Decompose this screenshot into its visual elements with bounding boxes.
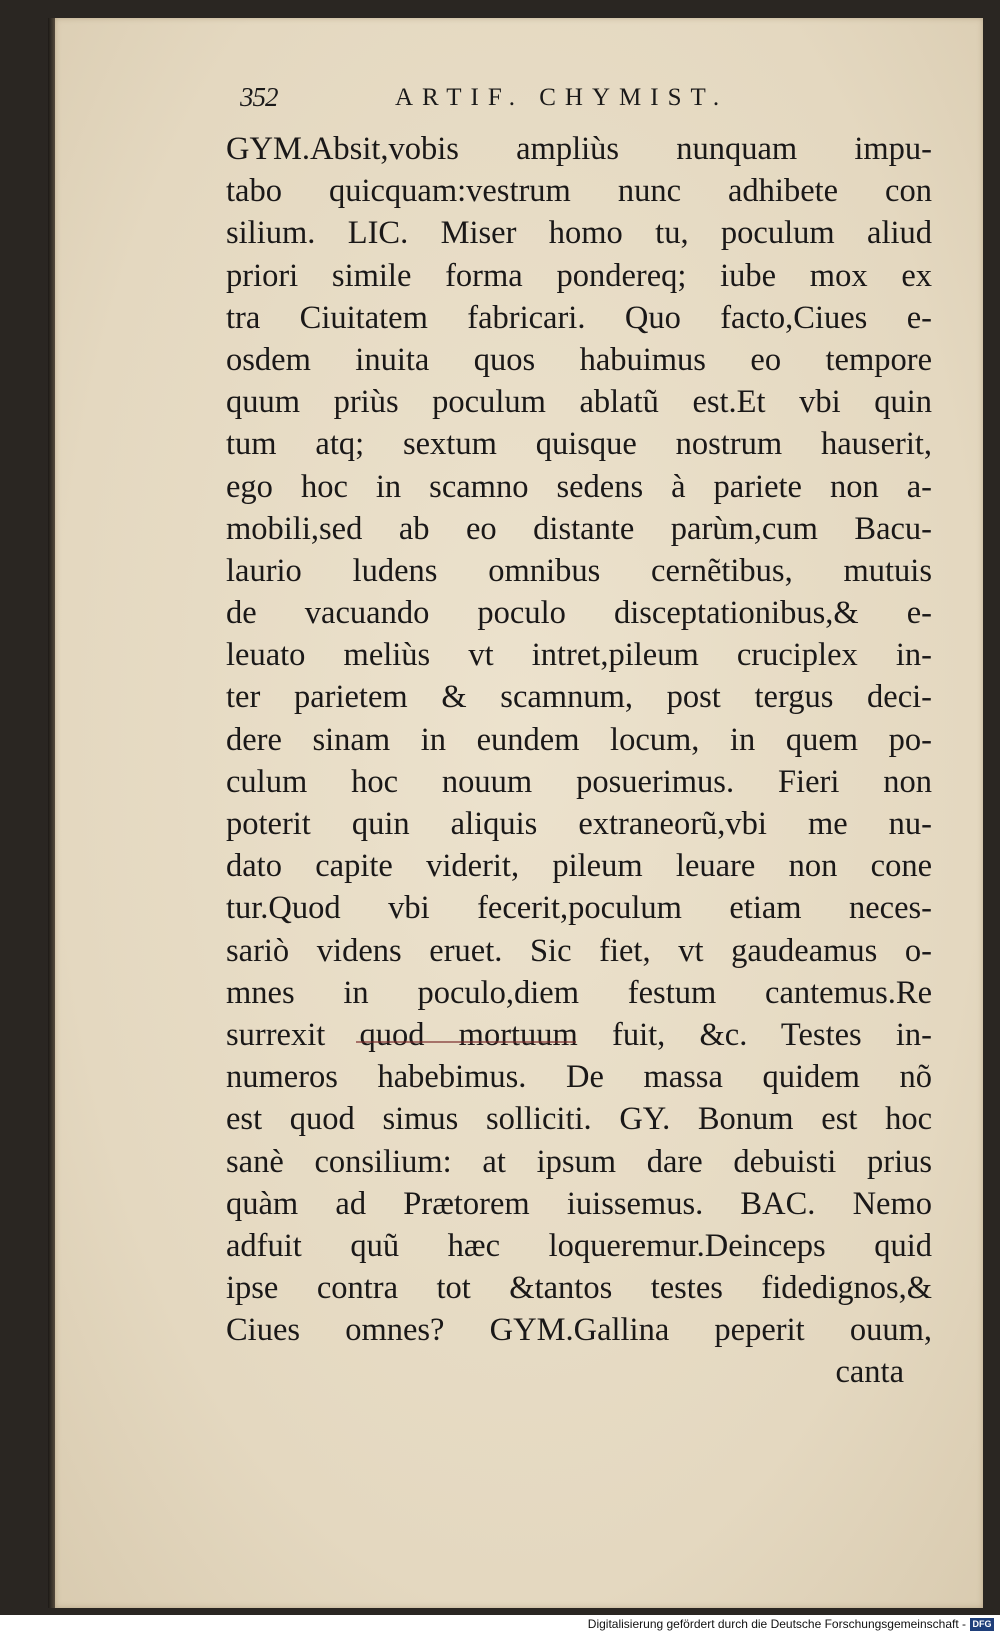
text-line: osdem inuita quos habuimus eo tempore	[226, 341, 932, 378]
text-line: sariò videns eruet. Sic fiet, vt gaudeamus o-	[226, 932, 932, 969]
text-line: tra Ciuitatem fabricari. Quo facto,Ciues e-	[226, 299, 932, 336]
footer-credit: Digitalisierung gefördert durch die Deutsche Forschungsgemeinschaft -	[587, 1617, 966, 1631]
text-line: est quod simus solliciti. GY. Bonum est hoc	[226, 1101, 932, 1138]
text-line: Ciues omnes? GYM.Gallina peperit ouum,	[226, 1312, 932, 1349]
text-line: tabo quicquam:vestrum nunc adhibete con	[226, 173, 932, 210]
text-line: mnes in poculo,diem festum cantemus.Re	[226, 974, 932, 1011]
dfg-logo: DFG	[970, 1618, 994, 1631]
catchword: canta	[835, 1354, 904, 1391]
text-line: tum atq; sextum quisque nostrum hauserit,	[226, 426, 932, 463]
text-line: mobili,sed ab eo distante parùm,cum Bacu-	[226, 510, 932, 547]
text-line: quum priùs poculum ablatũ est.Et vbi quin	[226, 384, 932, 421]
text-line: ter parietem & scamnum, post tergus deci-	[226, 679, 932, 716]
text-line: de vacuando poculo disceptationibus,& e-	[226, 595, 932, 632]
text-line: sanè consilium: at ipsum dare debuisti prius	[226, 1143, 932, 1180]
text-line: tur.Quod vbi fecerit,poculum etiam neces-	[226, 890, 932, 927]
digitization-footer	[0, 1615, 1000, 1637]
text-line: silium. LIC. Miser homo tu, poculum aliud	[226, 215, 932, 252]
text-line: poterit quin aliquis extraneorũ,vbi me nu-	[226, 806, 932, 842]
text-line: GYM.Absit,vobis ampliùs nunquam impu-	[226, 131, 932, 167]
body-text	[226, 128, 932, 1394]
text-line: leuato meliùs vt intret,pileum cruciplex in-	[226, 637, 932, 674]
text-line: culum hoc nouum posuerimus. Fieri non	[226, 763, 932, 800]
text-line: priori simile forma pondereq; iube mox ex	[226, 257, 932, 294]
text-line: ipse contra tot &tantos testes fidedignos,&	[226, 1270, 932, 1307]
text-line: numeros habebimus. De massa quidem nõ	[226, 1059, 932, 1096]
page-number: 352	[240, 82, 278, 112]
text-line: ego hoc in scamno sedens à pariete non a-	[226, 468, 932, 505]
text-line: dere sinam in eundem locum, in quem po-	[226, 721, 932, 758]
text-line: surrexit quod mortuum fuit, &c. Testes in-	[226, 1016, 932, 1053]
page-header	[240, 82, 800, 122]
running-head: ARTIF. CHYMIST.	[395, 84, 729, 111]
text-line: adfuit quũ hæc loqueremur.Deinceps quid	[226, 1227, 932, 1264]
text-line: dato capite viderit, pileum leuare non cone	[226, 848, 932, 885]
ink-underline-mark	[356, 1041, 576, 1043]
text-line: quàm ad Prætorem iuissemus. BAC. Nemo	[226, 1185, 932, 1222]
text-line: laurio ludens omnibus cernẽtibus, mutuis	[226, 552, 932, 589]
